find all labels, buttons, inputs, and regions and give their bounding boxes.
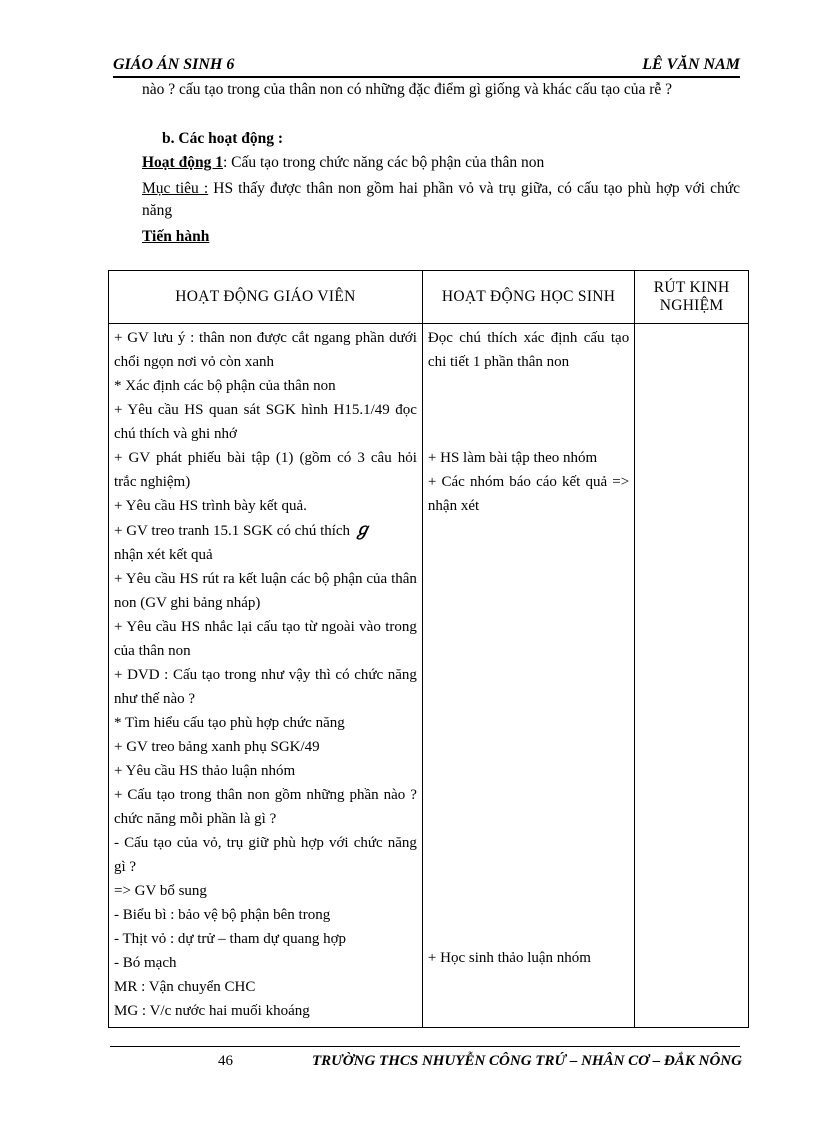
table-row <box>109 324 749 1028</box>
header-teacher: HOẠT ĐỘNG GIÁO VIÊN <box>109 271 423 324</box>
section-heading: b. Các hoạt động : <box>162 130 284 147</box>
page-header <box>113 54 740 78</box>
teacher-line-with-mark <box>114 518 417 543</box>
teacher-cell <box>109 324 423 1028</box>
header-author: LÊ VĂN NAM <box>642 56 740 73</box>
teacher-line: MG : V/c nước hai muối khoáng <box>114 1003 310 1019</box>
header-title: GIÁO ÁN SINH 6 <box>113 56 235 73</box>
objective-text: HS thấy được thân non gồm hai phần vỏ và trụ giữa, có cấu tạo phù hợp với chức năng <box>142 180 741 219</box>
teacher-line: + Yêu cầu HS trình bày kết quả. <box>114 498 307 514</box>
teacher-line: MR : Vận chuyển CHC <box>114 979 256 995</box>
teacher-line: + Yêu cầu HS thảo luận nhóm <box>114 763 296 779</box>
footer-divider <box>110 1046 740 1047</box>
teacher-line: + DVD : Cấu tạo trong như vậy thì có chức năng như thế nào ? <box>114 667 417 707</box>
activity-text: : Cấu tạo trong chức năng các bộ phận của thân non <box>222 154 545 171</box>
school-name: TRƯỜNG THCS NHUYỄN CÔNG TRỨ – NHÂN CƠ – ĐẮK NÔNG <box>312 1053 742 1069</box>
teacher-line: + Yêu cầu HS rút ra kết luận các bộ phận của thân non (GV ghi bảng nháp) <box>114 571 417 611</box>
header-student: HOẠT ĐỘNG HỌC SINH <box>422 271 634 324</box>
cell-spacer <box>428 374 629 446</box>
teacher-line: - Cấu tạo của vỏ, trụ giữ phù hợp với chức năng gì ? <box>114 835 417 875</box>
teacher-line: + GV phát phiếu bài tập (1) (gồm có 3 câu hỏi trắc nghiệm) <box>114 450 417 490</box>
table-header-row <box>109 271 749 324</box>
teacher-line: + GV treo tranh 15.1 SGK có chú thích <box>114 523 351 539</box>
objective-label: Mục tiêu : <box>142 180 209 197</box>
procedure-label: Tiến hành <box>142 228 210 245</box>
handwritten-mark-icon: ℊ <box>353 520 371 539</box>
student-line: + HS làm bài tập theo nhóm <box>427 450 598 466</box>
notes-cell <box>635 324 749 1028</box>
teacher-line: + GV lưu ý : thân non được cắt ngang phần dưới chổi ngọn nơi vỏ còn xanh <box>114 330 417 370</box>
student-cell <box>422 324 634 1028</box>
teacher-line: * Tìm hiểu cấu tạo phù hợp chức năng <box>114 715 345 731</box>
student-line: + Các nhóm báo cáo kết quả => nhận xét <box>427 474 630 514</box>
student-line: Đọc chú thích xác định cấu tạo chi tiết 1 phần thân non <box>427 330 630 370</box>
teacher-line: - Biểu bì : bảo vệ bộ phận bên trong <box>114 907 331 923</box>
objective-paragraph <box>142 178 740 222</box>
teacher-line: * Xác định các bộ phận của thân non <box>114 378 336 394</box>
teacher-line: + Yêu cầu HS nhắc lại cấu tạo từ ngoài vào trong của thân non <box>114 619 417 659</box>
teacher-line: + Yêu cầu HS quan sát SGK hình H15.1/49 đọc chú thích và ghi nhớ <box>114 402 417 442</box>
activity-table <box>108 270 749 1028</box>
teacher-line: nhận xét kết quả <box>114 547 213 563</box>
cell-spacer <box>428 518 629 946</box>
intro-question: nào ? cấu tạo trong của thân non có những đặc điểm gì giống và khác cấu tạo của rễ ? <box>142 81 673 98</box>
teacher-line: => GV bổ sung <box>114 883 207 899</box>
header-notes: RÚT KINH NGHIỆM <box>635 271 749 324</box>
activity-line <box>142 152 742 174</box>
teacher-line: - Bó mạch <box>114 955 177 971</box>
teacher-line: - Thịt vỏ : dự trử – tham dự quang hợp <box>114 931 347 947</box>
teacher-line: + GV treo bảng xanh phụ SGK/49 <box>114 739 320 755</box>
activity-label: Hoạt động 1 <box>142 154 223 171</box>
page-number: 46 <box>218 1053 233 1069</box>
teacher-line: + Cấu tạo trong thân non gồm những phần nào ? chức năng mỗi phần là gì ? <box>114 787 417 827</box>
student-line: + Học sinh thảo luận nhóm <box>427 950 591 966</box>
